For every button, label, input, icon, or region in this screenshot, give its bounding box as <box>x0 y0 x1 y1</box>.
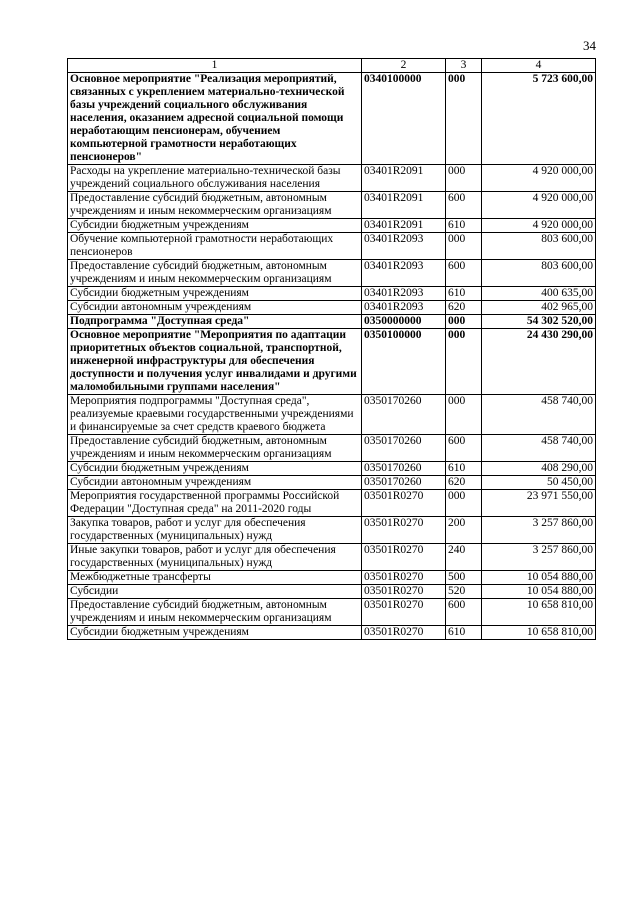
row-name-cell: Предоставление субсидий бюджетным, автономным учреждениям и иным некоммерческим организациям <box>68 435 362 462</box>
row-amount-cell: 803 600,00 <box>482 260 596 287</box>
row-amount-cell: 54 302 520,00 <box>482 315 596 329</box>
table-row <box>68 192 596 219</box>
row-type-cell: 600 <box>446 599 482 626</box>
row-type-cell: 000 <box>446 329 482 395</box>
row-amount-cell: 408 290,00 <box>482 462 596 476</box>
row-code-cell: 03401R2091 <box>362 219 446 233</box>
table-row <box>68 599 596 626</box>
row-type-cell: 610 <box>446 626 482 640</box>
column-header-3: 3 <box>446 59 482 73</box>
row-name-cell: Основное мероприятие "Реализация мероприятий, связанных с укреплением материально-технической базы учреждений социального обслуживания населения, оказанием адресной социальной помощи неработающим пенсионерам, обучением компьютерной грамотности неработающих пенсионеров" <box>68 73 362 165</box>
row-amount-cell: 400 635,00 <box>482 287 596 301</box>
table-row <box>68 476 596 490</box>
row-code-cell: 0340100000 <box>362 73 446 165</box>
table-row <box>68 585 596 599</box>
header-row <box>68 59 596 73</box>
row-amount-cell: 4 920 000,00 <box>482 192 596 219</box>
column-header-2: 2 <box>362 59 446 73</box>
row-code-cell: 03501R0270 <box>362 626 446 640</box>
row-type-cell: 600 <box>446 192 482 219</box>
row-type-cell: 200 <box>446 517 482 544</box>
row-code-cell: 03501R0270 <box>362 599 446 626</box>
row-name-cell: Субсидии бюджетным учреждениям <box>68 462 362 476</box>
row-name-cell: Предоставление субсидий бюджетным, автономным учреждениям и иным некоммерческим организациям <box>68 599 362 626</box>
row-amount-cell: 4 920 000,00 <box>482 165 596 192</box>
row-type-cell: 000 <box>446 395 482 435</box>
row-amount-cell: 10 658 810,00 <box>482 626 596 640</box>
table-row <box>68 626 596 640</box>
table-row <box>68 315 596 329</box>
row-amount-cell: 3 257 860,00 <box>482 544 596 571</box>
row-amount-cell: 458 740,00 <box>482 435 596 462</box>
row-amount-cell: 10 054 880,00 <box>482 585 596 599</box>
table-row <box>68 544 596 571</box>
page-number: 34 <box>583 38 596 53</box>
row-amount-cell: 50 450,00 <box>482 476 596 490</box>
row-type-cell: 600 <box>446 260 482 287</box>
table-row <box>68 73 596 165</box>
row-name-cell: Иные закупки товаров, работ и услуг для обеспечения государственных (муниципальных) нужд <box>68 544 362 571</box>
row-amount-cell: 10 658 810,00 <box>482 599 596 626</box>
table-row <box>68 490 596 517</box>
row-name-cell: Предоставление субсидий бюджетным, автономным учреждениям и иным некоммерческим организациям <box>68 260 362 287</box>
row-type-cell: 000 <box>446 165 482 192</box>
row-name-cell: Субсидии бюджетным учреждениям <box>68 626 362 640</box>
row-code-cell: 03401R2093 <box>362 233 446 260</box>
row-code-cell: 0350170260 <box>362 462 446 476</box>
row-type-cell: 610 <box>446 287 482 301</box>
row-code-cell: 03401R2093 <box>362 287 446 301</box>
row-code-cell: 0350170260 <box>362 395 446 435</box>
column-header-1: 1 <box>68 59 362 73</box>
row-amount-cell: 402 965,00 <box>482 301 596 315</box>
table-row <box>68 165 596 192</box>
row-code-cell: 03401R2091 <box>362 192 446 219</box>
row-amount-cell: 458 740,00 <box>482 395 596 435</box>
row-name-cell: Подпрограмма "Доступная среда" <box>68 315 362 329</box>
row-amount-cell: 803 600,00 <box>482 233 596 260</box>
row-code-cell: 0350000000 <box>362 315 446 329</box>
row-type-cell: 500 <box>446 571 482 585</box>
row-name-cell: Субсидии бюджетным учреждениям <box>68 287 362 301</box>
row-code-cell: 0350170260 <box>362 476 446 490</box>
table-row <box>68 233 596 260</box>
row-name-cell: Мероприятия подпрограммы "Доступная среда", реализуемые краевыми государственными учреждениями и финансируемые за счет средств краевого бюджета <box>68 395 362 435</box>
table-row <box>68 395 596 435</box>
table-row <box>68 462 596 476</box>
row-amount-cell: 3 257 860,00 <box>482 517 596 544</box>
row-name-cell: Предоставление субсидий бюджетным, автономным учреждениям и иным некоммерческим организациям <box>68 192 362 219</box>
row-code-cell: 03501R0270 <box>362 544 446 571</box>
row-type-cell: 240 <box>446 544 482 571</box>
table-row <box>68 219 596 233</box>
row-type-cell: 620 <box>446 476 482 490</box>
row-amount-cell: 24 430 290,00 <box>482 329 596 395</box>
row-name-cell: Субсидии бюджетным учреждениям <box>68 219 362 233</box>
row-name-cell: Субсидии автономным учреждениям <box>68 301 362 315</box>
row-code-cell: 03501R0270 <box>362 571 446 585</box>
row-name-cell: Межбюджетные трансферты <box>68 571 362 585</box>
row-type-cell: 000 <box>446 73 482 165</box>
row-type-cell: 000 <box>446 315 482 329</box>
table-row <box>68 301 596 315</box>
row-name-cell: Расходы на укрепление материально-технической базы учреждений социального обслуживания населения <box>68 165 362 192</box>
row-amount-cell: 10 054 880,00 <box>482 571 596 585</box>
row-name-cell: Основное мероприятие "Мероприятия по адаптации приоритетных объектов социальной, транспортной, инженерной инфраструктуры для обеспечения доступности и получения услуг инвалидами и другими маломобильными группами населения" <box>68 329 362 395</box>
column-header-4: 4 <box>482 59 596 73</box>
row-name-cell: Мероприятия государственной программы Российской Федерации "Доступная среда" на 2011-2020 годы <box>68 490 362 517</box>
row-type-cell: 610 <box>446 462 482 476</box>
row-amount-cell: 5 723 600,00 <box>482 73 596 165</box>
row-name-cell: Обучение компьютерной грамотности неработающих пенсионеров <box>68 233 362 260</box>
table-row <box>68 260 596 287</box>
row-code-cell: 03501R0270 <box>362 490 446 517</box>
table-row <box>68 287 596 301</box>
table-row <box>68 517 596 544</box>
row-code-cell: 03501R0270 <box>362 585 446 599</box>
row-code-cell: 0350100000 <box>362 329 446 395</box>
row-type-cell: 610 <box>446 219 482 233</box>
row-code-cell: 0350170260 <box>362 435 446 462</box>
row-name-cell: Субсидии <box>68 585 362 599</box>
row-amount-cell: 23 971 550,00 <box>482 490 596 517</box>
table-row <box>68 435 596 462</box>
row-type-cell: 600 <box>446 435 482 462</box>
row-code-cell: 03501R0270 <box>362 517 446 544</box>
row-code-cell: 03401R2091 <box>362 165 446 192</box>
table-row <box>68 329 596 395</box>
row-code-cell: 03401R2093 <box>362 260 446 287</box>
row-type-cell: 000 <box>446 233 482 260</box>
row-code-cell: 03401R2093 <box>362 301 446 315</box>
table-row <box>68 571 596 585</box>
row-amount-cell: 4 920 000,00 <box>482 219 596 233</box>
row-name-cell: Закупка товаров, работ и услуг для обеспечения государственных (муниципальных) нужд <box>68 517 362 544</box>
row-type-cell: 520 <box>446 585 482 599</box>
row-type-cell: 620 <box>446 301 482 315</box>
budget-table <box>67 58 596 640</box>
row-type-cell: 000 <box>446 490 482 517</box>
row-name-cell: Субсидии автономным учреждениям <box>68 476 362 490</box>
